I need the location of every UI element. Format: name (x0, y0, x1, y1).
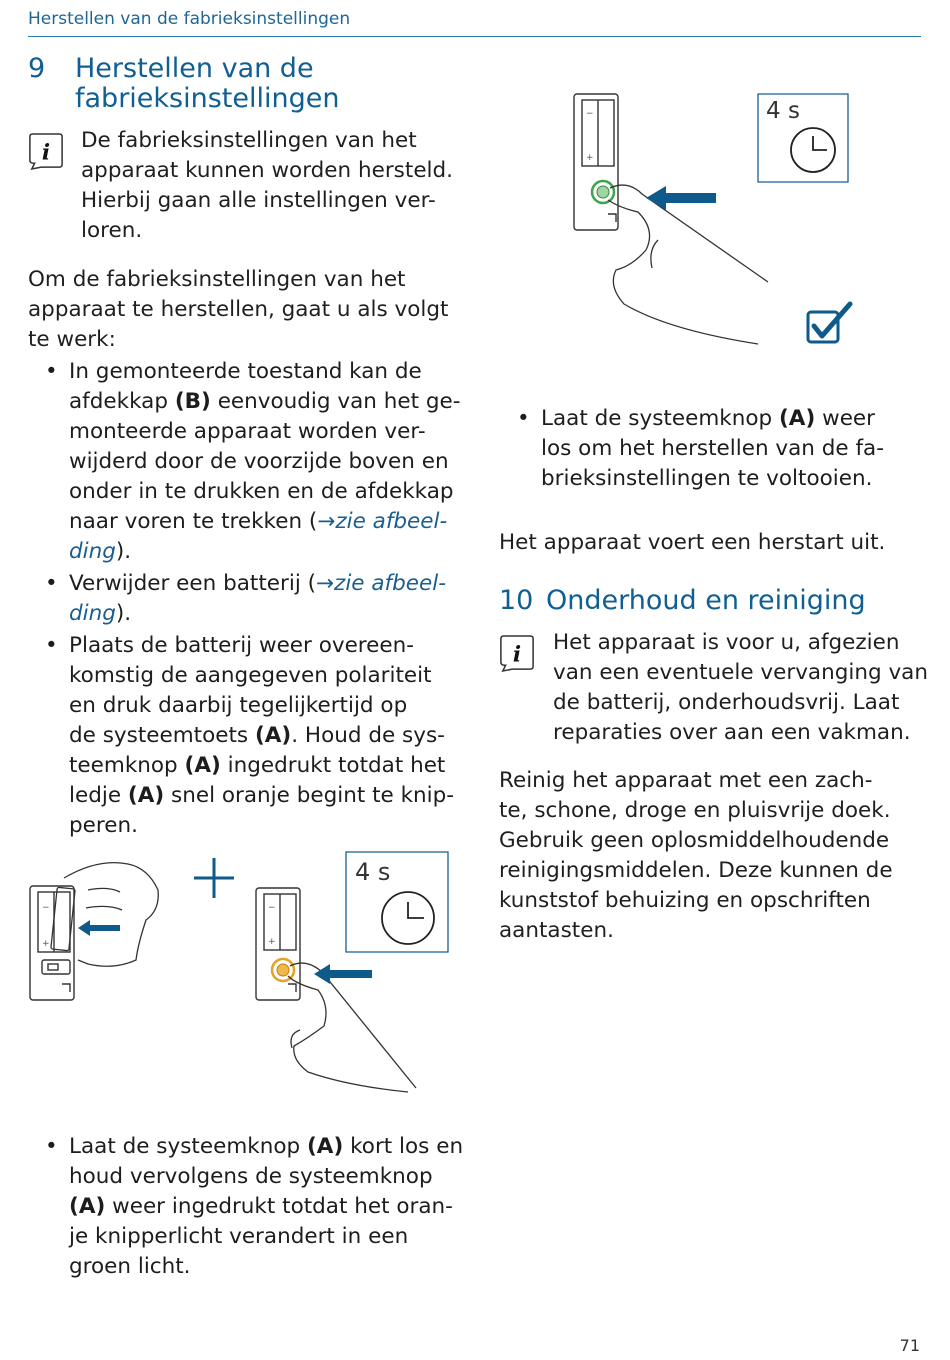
svg-text:+: + (42, 939, 50, 949)
list-line: monteerde apparaat worden ver- (69, 419, 426, 444)
device-icon (574, 94, 618, 230)
info-icon (499, 634, 535, 676)
arrow-left-icon (646, 186, 716, 210)
list-line: afdekkap (B) eenvoudig van het ge- (69, 389, 461, 414)
arrow-left-icon (78, 920, 120, 936)
note-line: de batterij, onderhoudsvrij. Laat (553, 690, 900, 715)
note-line: Hierbij gaan alle instellingen ver- (81, 188, 436, 213)
timer-box (758, 94, 848, 182)
hand-icon (51, 863, 158, 967)
list-line: ding). (69, 539, 132, 564)
list-line: houd vervolgens de systeemknop (69, 1164, 433, 1189)
list-item (28, 357, 468, 567)
timer-label: 4 s (766, 98, 800, 124)
device-icon (256, 888, 300, 1000)
page-number: 71 (899, 1336, 920, 1355)
svg-text:i: i (41, 140, 51, 166)
hand-icon (608, 185, 768, 344)
section-number: 9 (28, 53, 46, 84)
list-item (28, 569, 468, 629)
checkmark-box-icon (808, 304, 850, 342)
paragraph-line: Gebruik geen oplosmiddelhoudende (499, 828, 890, 853)
led-green (592, 181, 614, 203)
figure-reference: →zie afbeel- (317, 509, 448, 534)
figure-green-led (568, 90, 858, 350)
list-line: onder in te drukken en de afdekkap (69, 479, 454, 504)
paragraph-line: te, schone, droge en pluisvrije doek. (499, 798, 891, 823)
note-line: van een eventuele vervanging van (553, 660, 928, 685)
list-line: los om het herstellen van de fa- (541, 436, 884, 461)
list-line: brieksinstellingen te voltooien. (541, 466, 873, 491)
list-item (28, 631, 468, 841)
clock-icon (791, 128, 835, 172)
bullet-dot: • (517, 406, 530, 431)
note-line: apparaat kunnen worden hersteld. (81, 158, 453, 183)
note-line: loren. (81, 218, 143, 243)
svg-text:+: + (268, 937, 276, 947)
instruction-list (28, 357, 468, 841)
bullet-dot: • (45, 571, 58, 596)
paragraph-line: te werk: (28, 327, 116, 352)
paragraph-line: reinigingsmiddelen. Deze kunnen de (499, 858, 893, 883)
restart-text: Het apparaat voert een herstart uit. (499, 530, 886, 555)
list-line: en druk daarbij tegelijkertijd op (69, 693, 408, 718)
list-line: (A) weer ingedrukt totdat het oran- (69, 1194, 453, 1219)
cleaning-paragraph (499, 766, 929, 946)
list-line: naar voren te trekken (→zie afbeel- (69, 509, 448, 534)
section-number: 10 (499, 585, 534, 616)
arrow-left-icon (314, 964, 372, 984)
list-line: peren. (69, 813, 138, 838)
list-item (500, 404, 920, 494)
note-text (81, 126, 461, 246)
intro-paragraph (28, 265, 468, 355)
list-line: In gemonteerde toestand kan de (69, 359, 422, 384)
section-title: Onderhoud en reiniging (546, 585, 866, 616)
section-title: Herstellen van de fabrieksinstellingen (75, 53, 340, 114)
paragraph-line: aantasten. (499, 918, 614, 943)
note-line: Het apparaat is voor u, afgezien (553, 630, 900, 655)
paragraph-line: Om de fabrieksinstellingen van het (28, 267, 406, 292)
list-line: ledje (A) snel oranje begint te knip- (69, 783, 455, 808)
hand-icon (288, 963, 416, 1092)
timer-box (346, 852, 448, 952)
section-10-heading (499, 586, 919, 620)
bullet-dot: • (45, 633, 58, 658)
svg-text:−: − (268, 903, 276, 913)
svg-text:−: − (586, 109, 594, 119)
paragraph-line: apparaat te herstellen, gaat u als volgt (28, 297, 449, 322)
list-item (28, 1132, 468, 1282)
list-line: Laat de systeemknop (A) kort los en (69, 1134, 464, 1159)
instruction-list (500, 404, 920, 494)
list-line: groen licht. (69, 1254, 191, 1279)
svg-text:−: − (42, 903, 50, 913)
section-9-heading (28, 54, 448, 116)
list-line: komstig de aangegeven polariteit (69, 663, 432, 688)
instruction-list (28, 1132, 468, 1282)
figure-battery-reset (28, 850, 453, 1095)
clock-icon (382, 892, 434, 944)
paragraph-line: kunststof behuizing en opschriften (499, 888, 871, 913)
svg-text:+: + (586, 153, 594, 163)
bullet-dot: • (45, 1134, 58, 1159)
bullet-dot: • (45, 359, 58, 384)
list-line: de systeemtoets (A). Houd de sys- (69, 723, 445, 748)
plus-icon (194, 858, 234, 898)
figure-reference: →zie afbeel- (316, 571, 446, 596)
note-line: reparaties over aan een vakman. (553, 720, 911, 745)
list-line: Laat de systeemknop (A) weer (541, 406, 875, 431)
list-line: wijderd door de voorzijde boven en (69, 449, 449, 474)
svg-text:i: i (512, 642, 522, 668)
timer-label: 4 s (355, 858, 391, 886)
list-line: ding). (69, 601, 132, 626)
list-line: je knipperlicht verandert in een (69, 1224, 409, 1249)
running-header: Herstellen van de fabrieksinstellingen (28, 9, 351, 29)
note-text (553, 628, 933, 748)
list-line: Verwijder een batterij (→zie afbeel- (69, 571, 446, 596)
paragraph-line: Reinig het apparaat met een zach- (499, 768, 873, 793)
header-rule (28, 36, 921, 37)
note-line: De fabrieksinstellingen van het (81, 128, 417, 153)
info-icon (28, 132, 64, 174)
list-line: teemknop (A) ingedrukt totdat het (69, 753, 446, 778)
list-line: Plaats de batterij weer overeen- (69, 633, 415, 658)
